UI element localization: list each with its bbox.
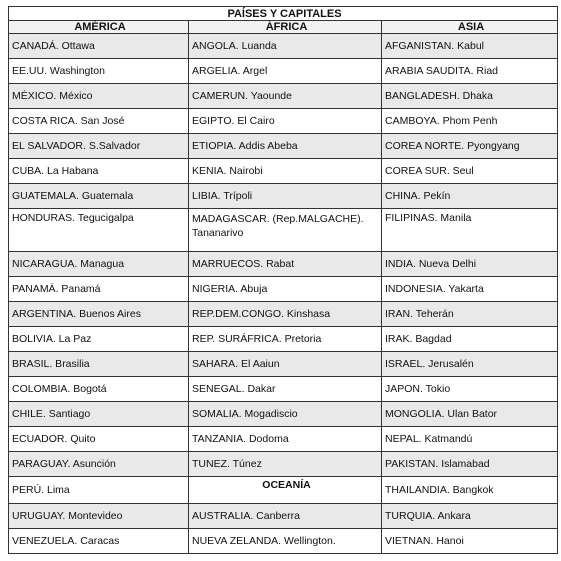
cell-africa: KENIA. Nairobi — [189, 159, 382, 184]
cell-asia: IRAK. Bagdad — [382, 327, 558, 352]
cell-america: BOLIVIA. La Paz — [9, 327, 189, 352]
table-row — [9, 477, 558, 504]
cell-asia: VIETNAN. Hanoi — [382, 529, 558, 554]
cell-asia: BANGLADESH. Dhaka — [382, 84, 558, 109]
table-row — [9, 402, 558, 427]
cell-america: CHILE. Santiago — [9, 402, 189, 427]
cell-asia: INDIA. Nueva Delhi — [382, 252, 558, 277]
cell-asia: COREA SUR. Seul — [382, 159, 558, 184]
cell-asia: AFGANISTAN. Kabul — [382, 34, 558, 59]
header-row — [9, 21, 558, 34]
table-row — [9, 209, 558, 252]
cell-america: URUGUAY. Montevideo — [9, 504, 189, 529]
cell-america: PERÚ. Lima — [9, 477, 189, 504]
cell-america: NICARAGUA. Managua — [9, 252, 189, 277]
cell-africa: MADAGASCAR. (Rep.MALGACHE). Tananarivo — [189, 209, 382, 252]
cell-america: CANADÁ. Ottawa — [9, 34, 189, 59]
table-row — [9, 277, 558, 302]
cell-america: COSTA RICA. San José — [9, 109, 189, 134]
cell-america: GUATEMALA. Guatemala — [9, 184, 189, 209]
cell-asia: ARABIA SAUDITA. Riad — [382, 59, 558, 84]
table-row — [9, 452, 558, 477]
cell-america: HONDURAS. Tegucigalpa — [9, 209, 189, 252]
cell-america: EE.UU. Washington — [9, 59, 189, 84]
table-row — [9, 59, 558, 84]
header-africa: ÁFRICA — [189, 21, 382, 34]
cell-asia: THAILANDIA. Bangkok — [382, 477, 558, 504]
table-row — [9, 159, 558, 184]
cell-africa: TUNEZ. Túnez — [189, 452, 382, 477]
cell-america: ARGENTINA. Buenos Aires — [9, 302, 189, 327]
cell-africa: SENEGAL. Dakar — [189, 377, 382, 402]
cell-asia: TURQUIA. Ankara — [382, 504, 558, 529]
cell-africa: CAMERUN. Yaounde — [189, 84, 382, 109]
cell-america: MÉXICO. México — [9, 84, 189, 109]
cell-africa: LIBIA. Trípoli — [189, 184, 382, 209]
cell-africa: NIGERIA. Abuja — [189, 277, 382, 302]
cell-asia: JAPON. Tokio — [382, 377, 558, 402]
cell-america: BRASIL. Brasilia — [9, 352, 189, 377]
cell-asia: FILIPINAS. Manila — [382, 209, 558, 252]
cell-asia: COREA NORTE. Pyongyang — [382, 134, 558, 159]
cell-asia: IRAN. Teherán — [382, 302, 558, 327]
section-oceania: OCEANÍA — [189, 477, 382, 504]
cell-asia: CAMBOYA. Phom Penh — [382, 109, 558, 134]
table-row — [9, 109, 558, 134]
cell-africa: MARRUECOS. Rabat — [189, 252, 382, 277]
cell-america: VENEZUELA. Caracas — [9, 529, 189, 554]
cell-africa: SAHARA. El Aaiun — [189, 352, 382, 377]
cell-america: PARAGUAY. Asunción — [9, 452, 189, 477]
table-row — [9, 377, 558, 402]
table-title: PAÍSES Y CAPITALES — [9, 7, 558, 21]
table-row — [9, 252, 558, 277]
cell-africa: REP.DEM.CONGO. Kinshasa — [189, 302, 382, 327]
table-row — [9, 427, 558, 452]
cell-africa: AUSTRALIA. Canberra — [189, 504, 382, 529]
header-america: AMÉRICA — [9, 21, 189, 34]
cell-africa: REP. SURÁFRICA. Pretoria — [189, 327, 382, 352]
cell-africa: EGIPTO. El Cairo — [189, 109, 382, 134]
cell-asia: ISRAEL. Jerusalén — [382, 352, 558, 377]
header-asia: ASIA — [382, 21, 558, 34]
cell-africa: TANZANIA. Dodoma — [189, 427, 382, 452]
countries-capitals-table — [8, 6, 558, 554]
title-row — [9, 7, 558, 21]
table-row — [9, 504, 558, 529]
table-row — [9, 529, 558, 554]
cell-asia: MONGOLIA. Ulan Bator — [382, 402, 558, 427]
table-body — [9, 34, 558, 554]
cell-africa: NUEVA ZELANDA. Wellington. — [189, 529, 382, 554]
cell-america: CUBA. La Habana — [9, 159, 189, 184]
cell-africa: ARGELIA. Argel — [189, 59, 382, 84]
table-row — [9, 34, 558, 59]
cell-america: PANAMÁ. Panamá — [9, 277, 189, 302]
cell-asia: PAKISTAN. Islamabad — [382, 452, 558, 477]
table-row — [9, 327, 558, 352]
cell-america: COLOMBIA. Bogotá — [9, 377, 189, 402]
cell-america: EL SALVADOR. S.Salvador — [9, 134, 189, 159]
cell-america: ECUADOR. Quito — [9, 427, 189, 452]
table-row — [9, 352, 558, 377]
cell-asia: NEPAL. Katmandú — [382, 427, 558, 452]
table-row — [9, 184, 558, 209]
cell-asia: CHINA. Pekín — [382, 184, 558, 209]
table-row — [9, 134, 558, 159]
cell-africa: SOMALIA. Mogadiscio — [189, 402, 382, 427]
table-row — [9, 84, 558, 109]
cell-africa: ETIOPIA. Addis Abeba — [189, 134, 382, 159]
cell-africa: ANGOLA. Luanda — [189, 34, 382, 59]
cell-asia: INDONESIA. Yakarta — [382, 277, 558, 302]
table-row — [9, 302, 558, 327]
